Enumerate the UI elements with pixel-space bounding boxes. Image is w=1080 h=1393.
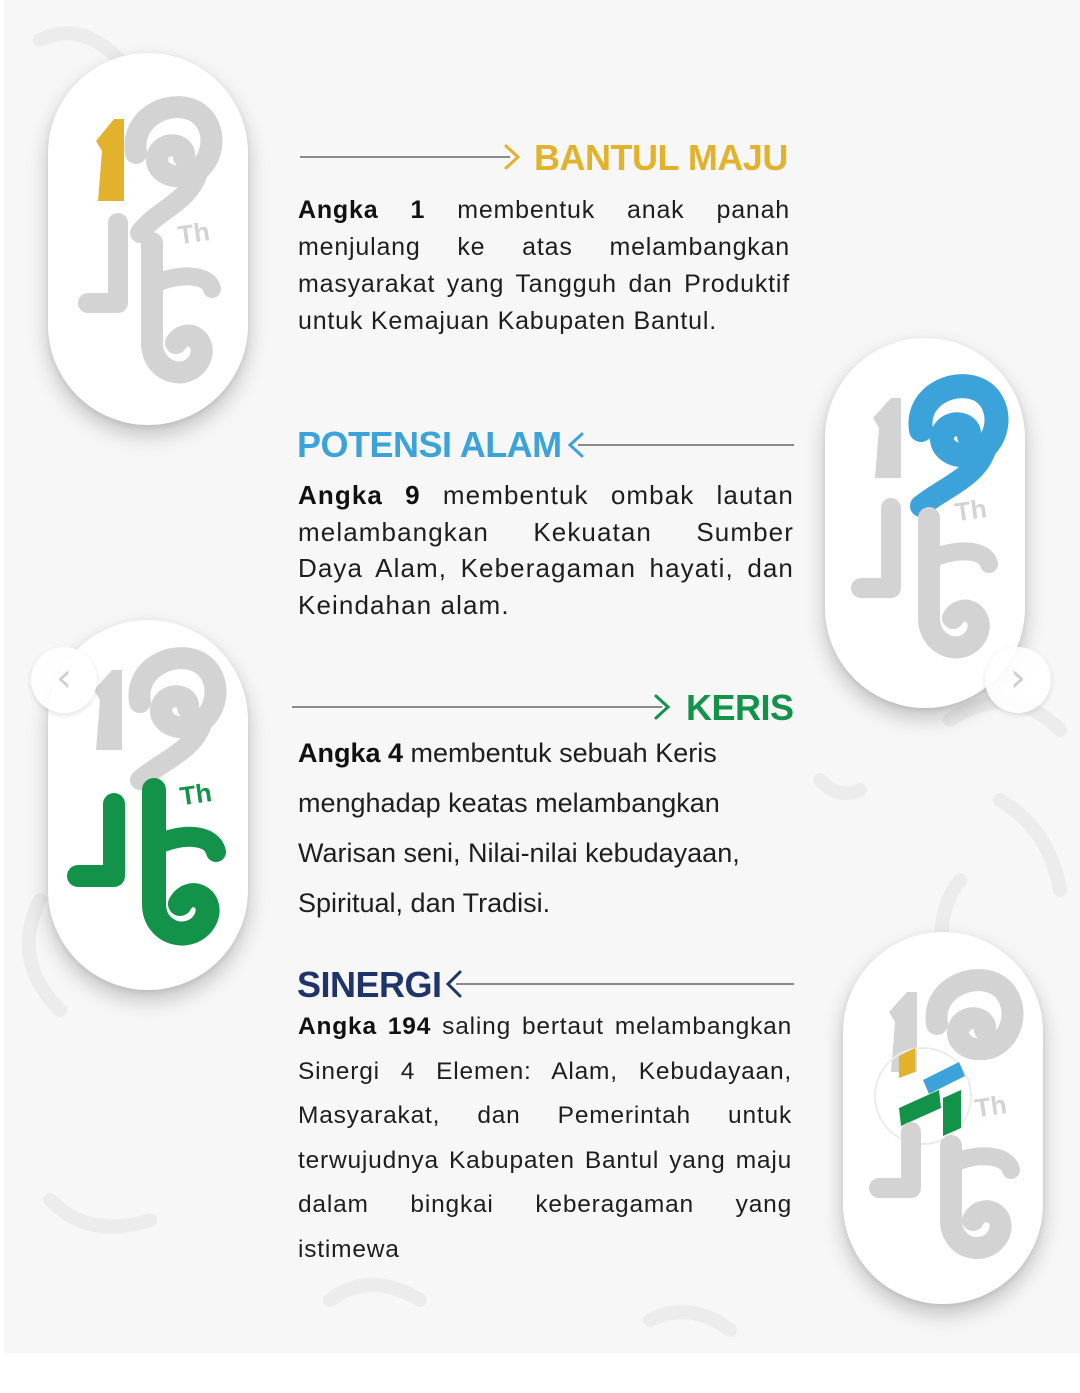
logo-superscript: Th bbox=[972, 1089, 1009, 1124]
section-description bbox=[298, 192, 790, 340]
carousel-next-button[interactable] bbox=[985, 647, 1051, 713]
logo-card-blue bbox=[825, 338, 1025, 708]
section-lead: Angka 1 bbox=[298, 196, 426, 224]
logo-superscript: Th bbox=[175, 216, 212, 251]
page-left-edge bbox=[0, 0, 4, 1393]
section-description bbox=[298, 477, 794, 623]
section-title-bantul-maju: BANTUL MAJU bbox=[534, 137, 788, 178]
section-title-potensi-alam: POTENSI ALAM bbox=[297, 424, 562, 465]
carousel-prev-button[interactable] bbox=[31, 647, 97, 713]
section-text: saling bertaut melambangkan Sinergi 4 Elemen: Alam, Kebudayaan, Masyarakat, dan Pemerintah untuk terwujudnya Kabupaten Bantul yang maju dalam bingkai keberagaman yang istimewa bbox=[298, 1013, 792, 1263]
section-text: membentuk ombak lautan melambangkan Kekuatan Sumber Daya Alam, Keberagaman hayati, dan Keindahan alam. bbox=[298, 480, 794, 620]
logo-card-sinergi bbox=[843, 932, 1043, 1304]
section-divider-line bbox=[456, 983, 794, 985]
section-title-sinergi: SINERGI bbox=[297, 964, 442, 1005]
section-lead: Angka 4 bbox=[298, 738, 404, 768]
logo-card-gold bbox=[48, 53, 248, 425]
section-text: membentuk anak panah menjulang ke atas melambangkan masyarakat yang Tangguh dan Produktif untuk Kemajuan Kabupaten Bantul. bbox=[298, 196, 791, 335]
logo-superscript: Th bbox=[177, 777, 214, 812]
arrow-right-icon bbox=[502, 143, 522, 171]
section-divider-line bbox=[300, 156, 510, 158]
section-divider-line bbox=[578, 444, 794, 446]
section-description bbox=[298, 728, 808, 928]
section-text: membentuk sebuah Keris menghadap keatas melambangkan Warisan seni, Nilai-nilai kebudayaan, Spiritual, dan Tradisi. bbox=[298, 738, 740, 918]
section-divider-line bbox=[292, 706, 662, 708]
page-bottom-margin bbox=[0, 1353, 1080, 1393]
chevron-left-icon: ‹ bbox=[56, 655, 72, 701]
arrow-right-icon bbox=[652, 693, 672, 721]
section-title-keris: KERIS bbox=[686, 687, 794, 728]
section-lead: Angka 9 bbox=[298, 480, 421, 510]
logo-superscript: Th bbox=[952, 493, 989, 528]
chevron-right-icon: › bbox=[1010, 655, 1026, 701]
section-lead: Angka 194 bbox=[298, 1013, 432, 1040]
section-description bbox=[298, 1005, 792, 1272]
